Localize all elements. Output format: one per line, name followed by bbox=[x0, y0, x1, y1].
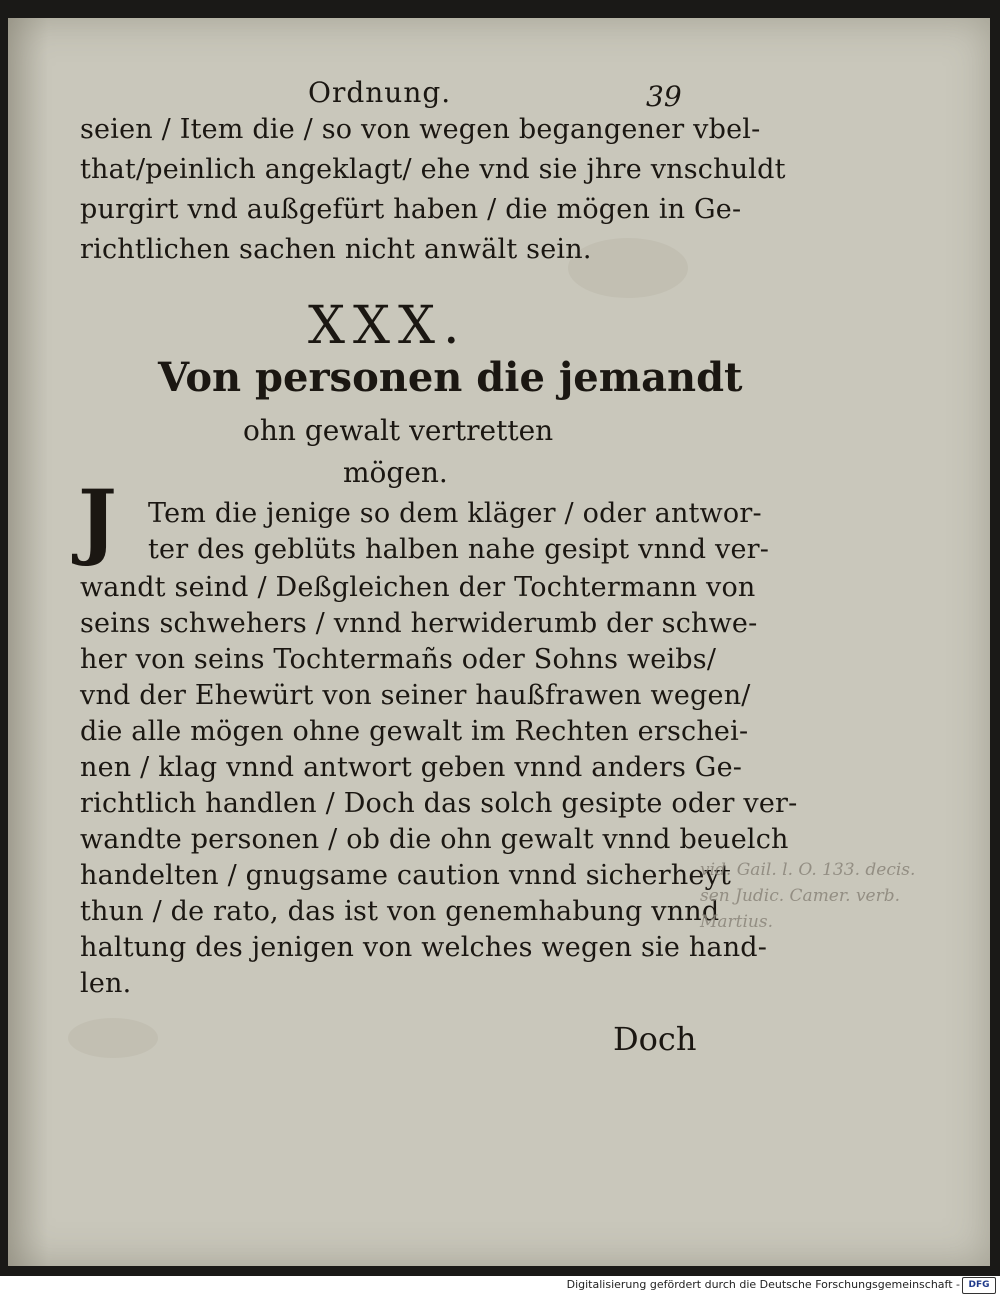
text-line: ter des geblüts halben nahe gesipt vnnd ver- bbox=[148, 534, 770, 565]
text-line: len. bbox=[80, 968, 132, 999]
text-line: vnd der Ehewürt von seiner haußfrawen wegen/ bbox=[80, 680, 751, 711]
marginal-note: vid. Gail. l. O. 133. decis. bbox=[700, 860, 916, 880]
text-line: thun / de rato, das ist von genemhabung vnnd bbox=[80, 896, 720, 927]
funding-credit: Digitalisierung gefördert durch die Deutsche Forschungsgemeinschaft - bbox=[566, 1278, 960, 1291]
decorated-initial: J bbox=[78, 473, 117, 569]
marginal-note: sen Judic. Camer. verb. bbox=[700, 886, 901, 906]
footer-bar bbox=[0, 1276, 1000, 1295]
book-page bbox=[8, 18, 990, 1266]
text-line: that/peinlich angeklagt/ ehe vnd sie jhre vnschuldt bbox=[80, 154, 786, 185]
paper-stain bbox=[68, 1018, 158, 1058]
text-line: nen / klag vnnd antwort geben vnnd anders Ge- bbox=[80, 752, 743, 783]
running-head: Ordnung. bbox=[308, 76, 452, 109]
chapter-heading-line-3: mögen. bbox=[343, 456, 448, 489]
gutter-shadow bbox=[8, 18, 48, 1266]
chapter-heading: Von personen die jemandt bbox=[158, 354, 743, 401]
marginal-note: Martius. bbox=[700, 912, 774, 932]
text-line: wandte personen / ob die ohn gewalt vnnd beuelch bbox=[80, 824, 789, 855]
text-line: richtlichen sachen nicht anwält sein. bbox=[80, 234, 592, 265]
text-line: handelten / gnugsame caution vnnd sicherheyt bbox=[80, 860, 732, 891]
text-line: purgirt vnd außgefürt haben / die mögen in Ge- bbox=[80, 194, 742, 225]
text-line: haltung des jenigen von welches wegen sie hand- bbox=[80, 932, 768, 963]
page-number: 39 bbox=[646, 80, 682, 113]
text-line: seins schwehers / vnnd herwiderumb der schwe- bbox=[80, 608, 758, 639]
dfg-logo: DFG bbox=[962, 1277, 996, 1294]
text-line: wandt seind / Deßgleichen der Tochtermann von bbox=[80, 572, 756, 603]
text-line: seien / Item die / so von wegen begangener vbel- bbox=[80, 114, 761, 145]
text-line: Tem die jenige so dem kläger / oder antwor- bbox=[148, 498, 762, 529]
chapter-number: XXX. bbox=[308, 296, 468, 356]
chapter-heading-line-2: ohn gewalt vertretten bbox=[243, 414, 554, 447]
text-line: die alle mögen ohne gewalt im Rechten erschei- bbox=[80, 716, 749, 747]
catchword: Doch bbox=[613, 1020, 697, 1058]
text-line: her von seins Tochtermañs oder Sohns weibs/ bbox=[80, 644, 717, 675]
text-line: richtlich handlen / Doch das solch gesipte oder ver- bbox=[80, 788, 798, 819]
